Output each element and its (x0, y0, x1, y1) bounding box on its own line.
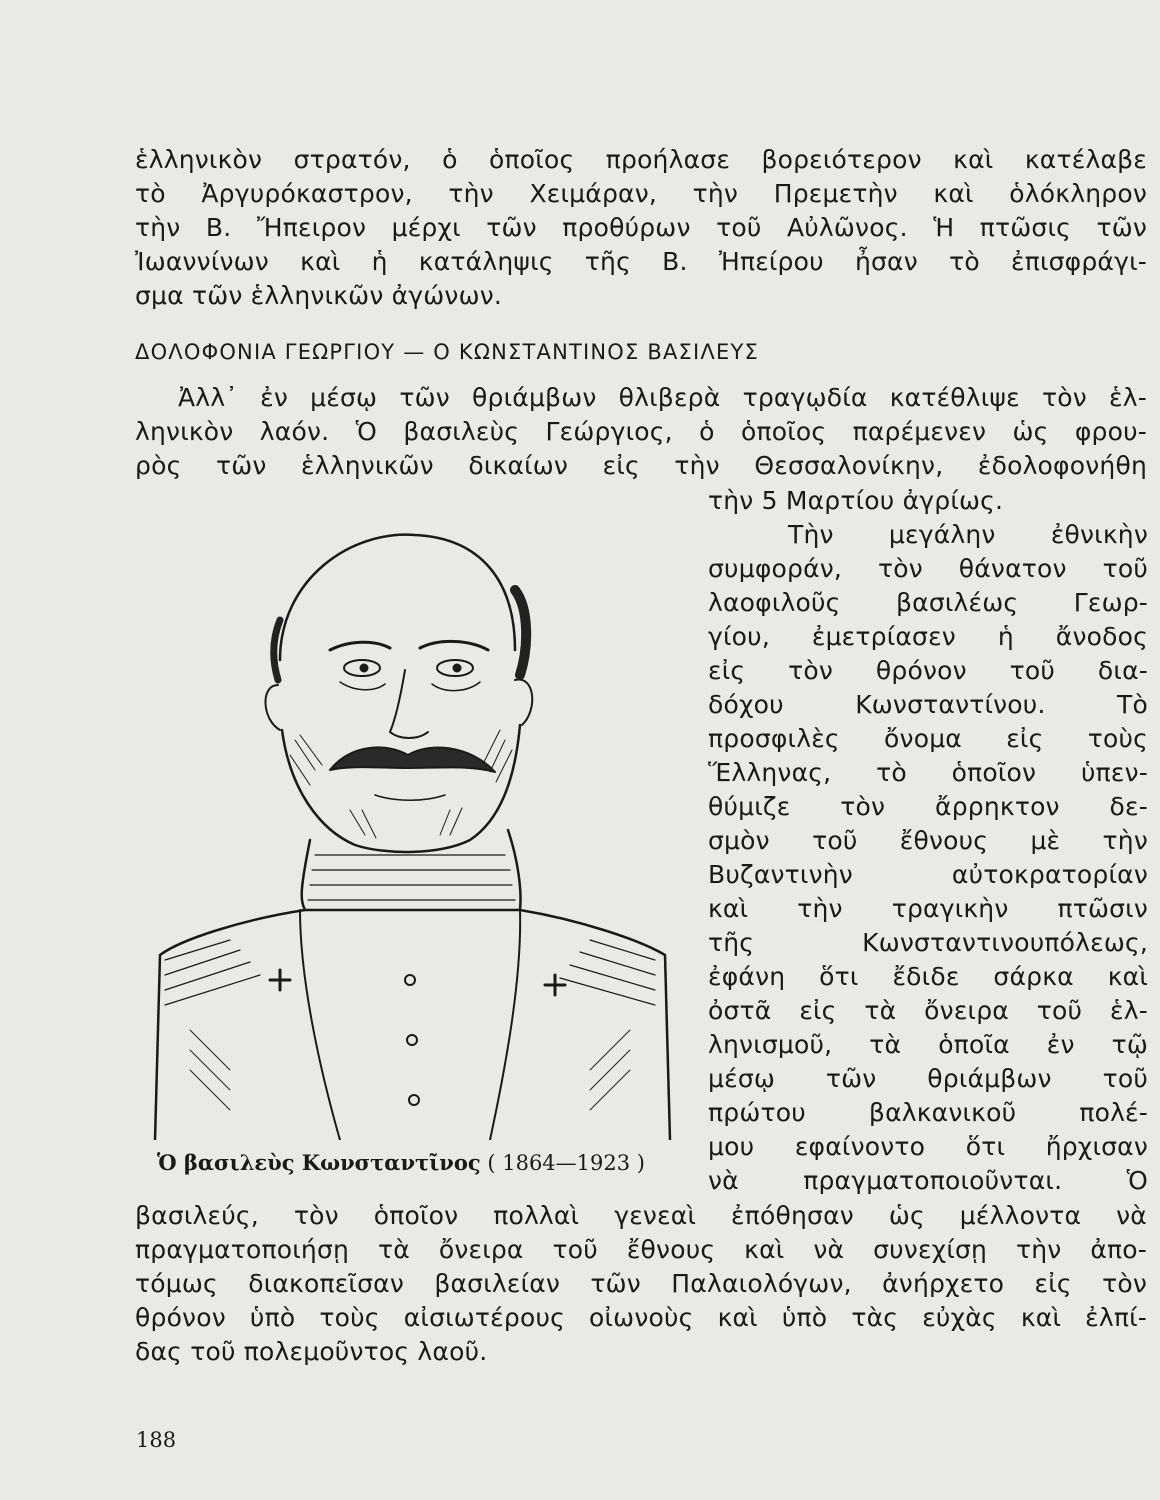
text-line: τῆς Κωνσταντινουπόλεως, (708, 928, 1148, 957)
text-line: εἰς τὸν θρόνον τοῦ δια- (708, 656, 1148, 685)
text-line: γίου, ἐμετρίασεν ἡ ἄνοδος (708, 622, 1148, 651)
text-line: νὰ πραγματοποιοῦνται. Ὁ (708, 1166, 1148, 1195)
king-constantine-portrait (150, 510, 690, 1140)
section-heading: ΔΟΛΟΦΟΝΙΑ ΓΕΩΡΓΙΟΥ — Ο ΚΩΝΣΤΑΝΤΙΝΟΣ ΒΑΣΙΛΕΥΣ (135, 340, 759, 364)
text-line: ὀστᾶ εἰς τὰ ὄνειρα τοῦ ἑλ- (708, 996, 1148, 1025)
text-line: σμὸν τοῦ ἔθνους μὲ τὴν (708, 826, 1148, 855)
caption-years: ( 1864—1923 ) (487, 1151, 645, 1175)
text-line: πραγματοποιήσῃ τὰ ὄνειρα τοῦ ἔθνους καὶ νὰ συνεχίσῃ τὴν ἀπο- (135, 1235, 1147, 1264)
text-line: ληνισμοῦ, τὰ ὁποῖα ἐν τῷ (708, 1030, 1148, 1059)
text-line: θύμιζε τὸν ἄρρηκτον δε- (708, 792, 1148, 821)
text-line: Ἰωαννίνων καὶ ἡ κατάληψις τῆς Β. Ἠπείρου ἦσαν τὸ ἐπισφράγι- (135, 247, 1147, 276)
text-line: σμα τῶν ἑλληνικῶν ἀγώνων. (135, 281, 503, 310)
text-line: συμφοράν, τὸν θάνατον τοῦ (708, 554, 1148, 583)
text-line: ἑλληνικὸν στρατόν, ὁ ὁποῖος προήλασε βορειότερον καὶ κατέλαβε (135, 145, 1147, 174)
text-line: ἐφάνη ὅτι ἔδιδε σάρκα καὶ (708, 962, 1148, 991)
text-line: λαοφιλοῦς βασιλέως Γεωρ- (708, 588, 1148, 617)
text-line: βασιλεύς, τὸν ὁποῖον πολλαὶ γενεαὶ ἐπόθησαν ὡς μέλλοντα νὰ (135, 1201, 1147, 1230)
text-line: μέσῳ τῶν θριάμβων τοῦ (708, 1064, 1148, 1093)
text-line: Ἀλλ᾽ ἐν μέσῳ τῶν θριάμβων θλιβερὰ τραγῳδία κατέθλιψε τὸν ἑλ- (178, 383, 1147, 412)
text-line: ρὸς τῶν ἑλληνικῶν δικαίων εἰς τὴν Θεσσαλονίκην, ἐδολοφονήθη (135, 451, 1147, 480)
text-line: τόμως διακοπεῖσαν βασιλείαν τῶν Παλαιολόγων, ἀνήρχετο εἰς τὸν (135, 1269, 1147, 1298)
text-line: τὴν 5 Μαρτίου ἀγρίως. (708, 486, 1004, 515)
text-line: Βυζαντινὴν αὐτοκρατορίαν (708, 860, 1148, 889)
text-line: μου εφαίνοντο ὅτι ἤρχισαν (708, 1132, 1148, 1161)
text-line: δόχου Κωνσταντίνου. Τὸ (708, 690, 1148, 719)
text-line: Ἕλληνας, τὸ ὁποῖον ὑπεν- (708, 758, 1148, 787)
text-line: τὸ Ἀργυρόκαστρον, τὴν Χειμάραν, τὴν Πρεμετὴν καὶ ὁλόκληρον (135, 179, 1147, 208)
text-line: ληνικὸν λαόν. Ὁ βασιλεὺς Γεώργιος, ὁ ὁποῖος παρέμενεν ὡς φρου- (135, 417, 1147, 446)
portrait-caption (157, 1150, 645, 1175)
text-line: Τὴν μεγάλην ἐθνικὴν (788, 520, 1148, 549)
text-line: τὴν Β. Ἤπειρον μέρχι τῶν προθύρων τοῦ Αὐλῶνος. Ἡ πτῶσις τῶν (135, 213, 1147, 242)
text-line: πρώτου βαλκανικοῦ πολέ- (708, 1098, 1148, 1127)
text-line: καὶ τὴν τραγικὴν πτῶσιν (708, 894, 1148, 923)
page-number: 188 (136, 1428, 177, 1452)
text-line: θρόνον ὑπὸ τοὺς αἰσιωτέρους οἰωνοὺς καὶ ὑπὸ τὰς εὐχὰς καὶ ἐλπί- (135, 1303, 1147, 1332)
caption-name: Ὁ βασιλεὺς Κωνσταντῖνος (157, 1150, 481, 1175)
text-line: δας τοῦ πολεμοῦντος λαοῦ. (135, 1337, 488, 1366)
text-line: προσφιλὲς ὄνομα εἰς τοὺς (708, 724, 1148, 753)
